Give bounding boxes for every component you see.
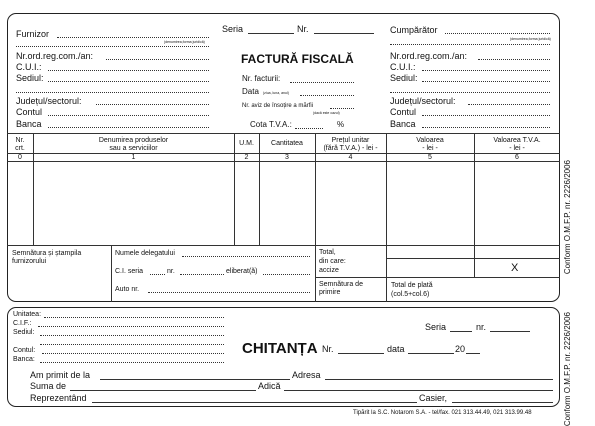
header-quantity: Cantitatea bbox=[271, 140, 303, 147]
notice-field[interactable] bbox=[330, 108, 354, 109]
invoice-no-field[interactable] bbox=[290, 82, 354, 83]
receipt-title: CHITANȚA bbox=[242, 340, 318, 357]
receipt-seat-label: Sediul: bbox=[13, 329, 35, 336]
series-label: Seria bbox=[222, 24, 244, 34]
supplier-reg-label: Nr.ord.reg.com./an: bbox=[16, 51, 94, 61]
receipt-bank-label: Banca: bbox=[13, 356, 35, 363]
buyer-field[interactable] bbox=[445, 33, 550, 34]
receipt-signature-label: Semnătura de primire bbox=[319, 281, 363, 296]
issued-label: eliberat(ă) bbox=[226, 268, 258, 275]
buyer-sublabel: (denumirea,forma juridică) bbox=[510, 37, 551, 41]
col-number-1: 1 bbox=[131, 154, 136, 161]
number-label: Nr. bbox=[297, 24, 309, 34]
invoice-side-text: Conform O.M.F.P. nr. 2226/2006 bbox=[563, 160, 572, 275]
supplier-seat-field-2[interactable] bbox=[16, 92, 209, 93]
supplier-account-label: Contul bbox=[16, 107, 43, 117]
excise-value-cell[interactable] bbox=[387, 259, 473, 276]
receipt-seat-field-2[interactable] bbox=[40, 344, 224, 345]
receipt-series-label: Seria bbox=[425, 322, 447, 332]
supplier-seat-field[interactable] bbox=[48, 81, 209, 82]
buyer-label: Cumpărător bbox=[390, 25, 438, 35]
id-series-field[interactable] bbox=[150, 274, 165, 275]
receipt-year-prefix: 20 bbox=[455, 344, 466, 354]
buyer-account-field[interactable] bbox=[422, 115, 550, 116]
meaning-field[interactable] bbox=[284, 390, 553, 391]
col-number-4: 4 bbox=[348, 154, 353, 161]
supplier-signature-label: Semnătura și ștampila furnizorului bbox=[12, 250, 82, 265]
id-series-label: C.I. seria bbox=[115, 268, 144, 275]
header-product: Denumirea produselor sau a serviciilor bbox=[98, 137, 169, 152]
receipt-side-text: Conform O.M.F.P. nr. 2226/2006 bbox=[563, 312, 572, 426]
address-field[interactable] bbox=[325, 379, 553, 380]
buyer-cui-field[interactable] bbox=[422, 70, 550, 71]
receipt-unit-field[interactable] bbox=[44, 317, 224, 318]
col-number-0: 0 bbox=[18, 154, 22, 161]
date-label: Data bbox=[242, 87, 259, 96]
receipt-number-label: nr. bbox=[476, 322, 487, 332]
receipt-account-field[interactable] bbox=[42, 353, 224, 354]
of-which-label: din care: bbox=[319, 258, 346, 265]
receipt-number-field[interactable] bbox=[490, 331, 530, 332]
header-value: Valoarea - lei - bbox=[416, 137, 444, 152]
receipt-nr-label: Nr. bbox=[322, 344, 334, 354]
grand-total-sublabel: (col.5+col.6) bbox=[391, 291, 430, 298]
printer-note: Tipărit la S.C. Notarom S.A. - tel/fax. 021 313.44.49, 021 313.99.48 bbox=[353, 410, 532, 416]
supplier-label: Furnizor bbox=[16, 29, 50, 39]
supplier-county-label: Județul/sectorul: bbox=[16, 96, 82, 106]
items-table-body[interactable] bbox=[8, 162, 559, 244]
car-field[interactable] bbox=[148, 292, 310, 293]
receipt-account-label: Contul: bbox=[13, 347, 36, 354]
representing-label: Reprezentând bbox=[30, 393, 87, 403]
supplier-seat-label: Sediul: bbox=[16, 73, 44, 83]
buyer-account-label: Contul bbox=[390, 107, 417, 117]
buyer-cui-label: C.U.I.: bbox=[390, 62, 416, 72]
issued-field[interactable] bbox=[263, 274, 310, 275]
receipt-date-label: data bbox=[387, 344, 405, 354]
buyer-county-field[interactable] bbox=[468, 104, 550, 105]
receipt-nr-field[interactable] bbox=[338, 353, 384, 354]
vat-rate-label: Cota T.V.A.: bbox=[250, 120, 292, 129]
id-nr-label: nr. bbox=[167, 268, 175, 275]
percent-sign: % bbox=[337, 120, 345, 129]
total-vat-cell[interactable] bbox=[475, 246, 559, 257]
buyer-reg-label: Nr.ord.reg.com./an: bbox=[390, 51, 468, 61]
supplier-county-field[interactable] bbox=[96, 104, 209, 105]
received-from-field[interactable] bbox=[100, 379, 290, 380]
receipt-date-field[interactable] bbox=[408, 353, 454, 354]
supplier-cui-label: C.U.I.: bbox=[16, 62, 42, 72]
supplier-bank-label: Banca bbox=[16, 119, 42, 129]
id-nr-field[interactable] bbox=[180, 274, 224, 275]
buyer-county-label: Județul/sectorul: bbox=[390, 96, 456, 106]
cashier-label: Casier, bbox=[419, 393, 448, 403]
buyer-reg-field[interactable] bbox=[478, 59, 550, 60]
supplier-reg-field[interactable] bbox=[106, 59, 209, 60]
invoice-title: FACTURĂ FISCALĂ bbox=[241, 52, 354, 66]
delegate-field[interactable] bbox=[182, 256, 310, 257]
number-field[interactable] bbox=[314, 33, 374, 34]
supplier-field[interactable] bbox=[57, 37, 209, 38]
grand-total-label: Total de plată bbox=[391, 282, 433, 289]
total-label: Total, bbox=[319, 249, 336, 256]
buyer-field-2[interactable] bbox=[390, 44, 550, 45]
receipt-bank-field[interactable] bbox=[40, 362, 224, 363]
receipt-cif-label: C.I.F.: bbox=[13, 320, 32, 327]
notice-sublabel: (dacă este cazul) bbox=[313, 111, 340, 115]
excise-x-mark: X bbox=[511, 262, 519, 274]
cashier-field[interactable] bbox=[452, 402, 553, 403]
header-nr-crt: Nr. crt. bbox=[15, 137, 25, 152]
supplier-bank-field[interactable] bbox=[48, 127, 209, 128]
delegate-label: Numele delegatului bbox=[115, 250, 175, 257]
footer-sep-signature bbox=[111, 245, 112, 302]
series-field[interactable] bbox=[248, 33, 294, 34]
representing-field[interactable] bbox=[92, 402, 417, 403]
total-value-cell[interactable] bbox=[387, 246, 473, 257]
meaning-label: Adică bbox=[258, 381, 281, 391]
notice-label: Nr. aviz de însoțire a mărfii bbox=[242, 103, 314, 109]
header-um: U.M. bbox=[239, 140, 254, 147]
sum-label: Suma de bbox=[30, 381, 67, 391]
received-from-label: Am primit de la bbox=[30, 370, 91, 380]
vat-rate-field[interactable] bbox=[295, 128, 323, 129]
col-number-2: 2 bbox=[244, 154, 249, 161]
supplier-cui-field[interactable] bbox=[48, 70, 209, 71]
buyer-seat-field[interactable] bbox=[422, 81, 550, 82]
date-sublabel: (ziua, luna, anul) bbox=[263, 91, 289, 95]
receipt-unit-label: Unitatea: bbox=[13, 311, 42, 318]
sum-field[interactable] bbox=[70, 390, 256, 391]
buyer-bank-label: Banca bbox=[390, 119, 416, 129]
col-number-6: 6 bbox=[515, 154, 519, 161]
buyer-seat-field-2[interactable] bbox=[390, 92, 550, 93]
receipt-year-field[interactable] bbox=[466, 353, 480, 354]
excise-label: accize bbox=[319, 267, 339, 274]
supplier-account-field[interactable] bbox=[48, 115, 209, 116]
buyer-bank-field[interactable] bbox=[422, 127, 550, 128]
col-number-3: 3 bbox=[285, 154, 289, 161]
grand-total-cell[interactable] bbox=[460, 279, 558, 300]
car-label: Auto nr. bbox=[115, 286, 140, 293]
header-vat-value: Valoarea T.V.A. - lei - bbox=[493, 137, 541, 152]
receipt-series-field[interactable] bbox=[450, 331, 472, 332]
table-top-line bbox=[7, 133, 560, 134]
excise-bottom-line bbox=[315, 277, 560, 278]
header-unit-price: Prețul unitar (fără T.V.A.) - lei - bbox=[323, 137, 378, 152]
date-field[interactable] bbox=[300, 95, 354, 96]
address-label: Adresa bbox=[292, 370, 321, 380]
receipt-cif-field[interactable] bbox=[38, 326, 224, 327]
supplier-sublabel: (denumirea,forma juridică) bbox=[164, 40, 205, 44]
invoice-no-label: Nr. facturii: bbox=[242, 74, 281, 83]
receipt-seat-field[interactable] bbox=[40, 335, 224, 336]
buyer-seat-label: Sediul: bbox=[390, 73, 418, 83]
col-number-5: 5 bbox=[428, 154, 432, 161]
supplier-field-2[interactable] bbox=[16, 46, 209, 47]
